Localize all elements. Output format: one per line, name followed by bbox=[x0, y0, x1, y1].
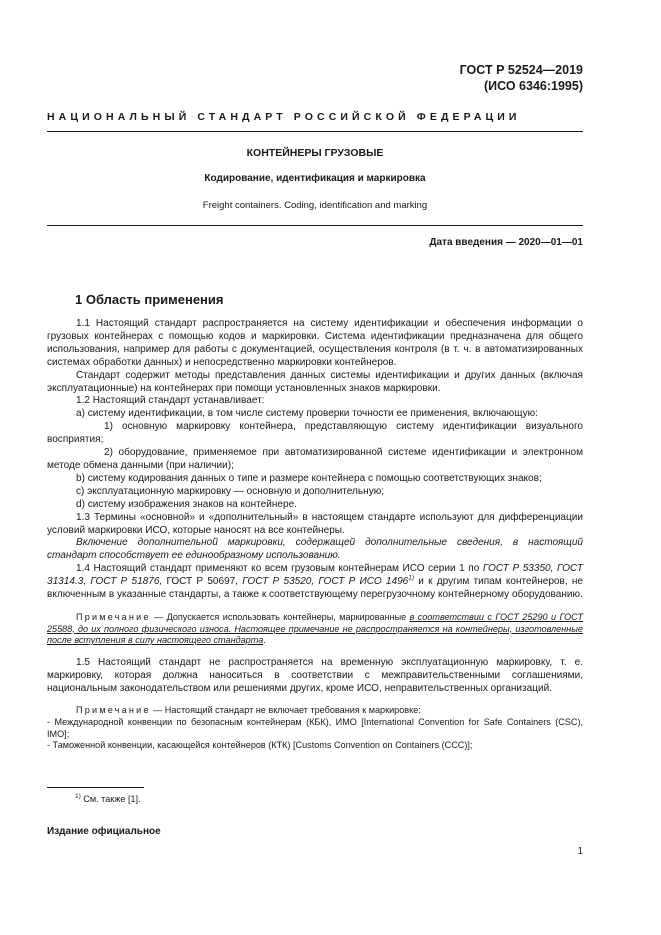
title-rule bbox=[47, 225, 583, 226]
p14-refs-2: ГОСТ Р 53520, ГОСТ Р ИСО 1496 bbox=[242, 576, 409, 588]
paragraph-1-3: 1.3 Термины «основной» и «дополнительный» в настоящем стандарте используют для дифференциации условий маркировки ИСО, которые наносят на все контейнеры. bbox=[47, 511, 583, 536]
paragraph-1-5: 1.5 Настоящий стандарт не распространяется на временную эксплуатационную маркировку, т. е. маркировку, которая должна наноситься в соответствии с межправительственными соглашениями, национальным законодательством или решениями других, кроме ИСО, неправительственных организаций. bbox=[47, 656, 583, 694]
note-2-item-2: - Таможенной конвенции, касающейся контейнеров (КТК) [Customs Convention on Containers (CCC)]; bbox=[47, 740, 473, 751]
paragraph-1-4 bbox=[47, 563, 583, 602]
document-title: КОНТЕЙНЕРЫ ГРУЗОВЫЕ bbox=[246, 147, 384, 159]
section-body bbox=[47, 318, 583, 752]
document-title-english: Freight containers. Coding, identification and marking bbox=[202, 200, 428, 211]
note-1 bbox=[47, 612, 583, 647]
list-item-a2: 2) оборудование, применяемое при автоматизированной системе идентификации и электронном методе обмена данными (при наличии); bbox=[47, 447, 583, 471]
paragraph-1-2: 1.2 Настоящий стандарт устанавливает: bbox=[76, 395, 265, 407]
list-item-c: с) эксплуатационную маркировку — основную и дополнительную; bbox=[76, 485, 385, 497]
list-item-a1: 1) основную маркировку контейнера, представляющую систему идентификации визуального восприятия; bbox=[47, 421, 583, 446]
footnote bbox=[75, 794, 141, 804]
note-1-label: Примечание bbox=[76, 611, 151, 622]
p14-refs-1: ГОСТ Р 53350, ГОСТ 31314.3, ГОСТ Р 51876, bbox=[47, 563, 583, 588]
note-2-item-1: - Международной конвенции по безопасным контейнерам (КБК), ИМО [International Convention for Safe Containers (CSC), IMO]; bbox=[47, 717, 583, 739]
p14-text-a: 1.4 Настоящий стандарт применяют ко всем грузовым контейнерам ИСО серии 1 по bbox=[76, 563, 483, 575]
footnote-ref: 1) bbox=[408, 574, 415, 582]
list-item-b: b) систему кодирования данных о типе и размере контейнера с помощью соответствующих знаков; bbox=[76, 472, 542, 484]
paragraph-additional-marking: Включение дополнительной маркировки, содержащей дополнительные сведения, в настоящий стандарт способствует ее единообразному использованию. bbox=[47, 537, 583, 562]
note-2 bbox=[47, 705, 583, 717]
document-subtitle: Кодирование, идентификация и маркировка bbox=[204, 173, 426, 184]
note-1-underlined: в соответствии с ГОСТ 25290 и ГОСТ 25588, до их полного физического износа. Настоящее примечание не распространяется на контейнеры, изготовленные после вступления в силу настоящего стандарта bbox=[47, 611, 583, 646]
list-item-a: а) систему идентификации, в том числе систему проверки точности ее применения, включающую: bbox=[76, 408, 538, 420]
footnote-rule bbox=[47, 787, 144, 788]
introduction-date: Дата введения — 2020—01—01 bbox=[429, 237, 583, 248]
paragraph-1-1: 1.1 Настоящий стандарт распространяется на систему идентификации и обеспечения информации о грузовых контейнерах с помощью кодов и маркировки. Система идентификации предназначена для общего использования, например для работы с документацией, осуществления контроля (в т. ч. в автоматизированных системах обработки данных) и непосредственно маркировки контейнеров. bbox=[47, 318, 583, 368]
page-number: 1 bbox=[577, 846, 583, 857]
paragraph-standard-contains: Стандарт содержит методы представления данных системы идентификации и других данных (включая эксплуатационные) на контейнерах при помощи установленных знаков маркировки. bbox=[47, 369, 583, 394]
standard-designation bbox=[460, 62, 583, 94]
list-item-d: d) систему изображения знаков на контейнере. bbox=[76, 498, 297, 510]
footnote-mark: 1) bbox=[75, 792, 81, 800]
note-1-text: — Допускается использовать контейнеры, маркированные bbox=[150, 611, 410, 622]
standard-number: ГОСТ Р 52524—2019 bbox=[459, 63, 583, 77]
top-rule bbox=[47, 131, 583, 132]
iso-number: (ИСО 6346:1995) bbox=[484, 79, 583, 93]
official-edition: Издание официальное bbox=[47, 826, 161, 837]
national-standard-banner: НАЦИОНАЛЬНЫЙ СТАНДАРТ РОССИЙСКОЙ ФЕДЕРАЦИИ bbox=[47, 111, 521, 123]
p14-text-e: и к другим типам контейнеров, не включенным в указанные стандарты, а также к соответствующему перегрузочному контейнерному оборудованию. bbox=[47, 576, 584, 601]
p14-text-c: ГОСТ Р 50697, bbox=[162, 576, 243, 588]
section-heading: 1 Область применения bbox=[75, 292, 224, 307]
footnote-text: См. также [1]. bbox=[80, 794, 141, 804]
note-2-text: — Настоящий стандарт не включает требования к маркировке: bbox=[150, 705, 421, 716]
note-2-label: Примечание bbox=[76, 705, 151, 716]
note-1-end: . bbox=[263, 635, 266, 646]
